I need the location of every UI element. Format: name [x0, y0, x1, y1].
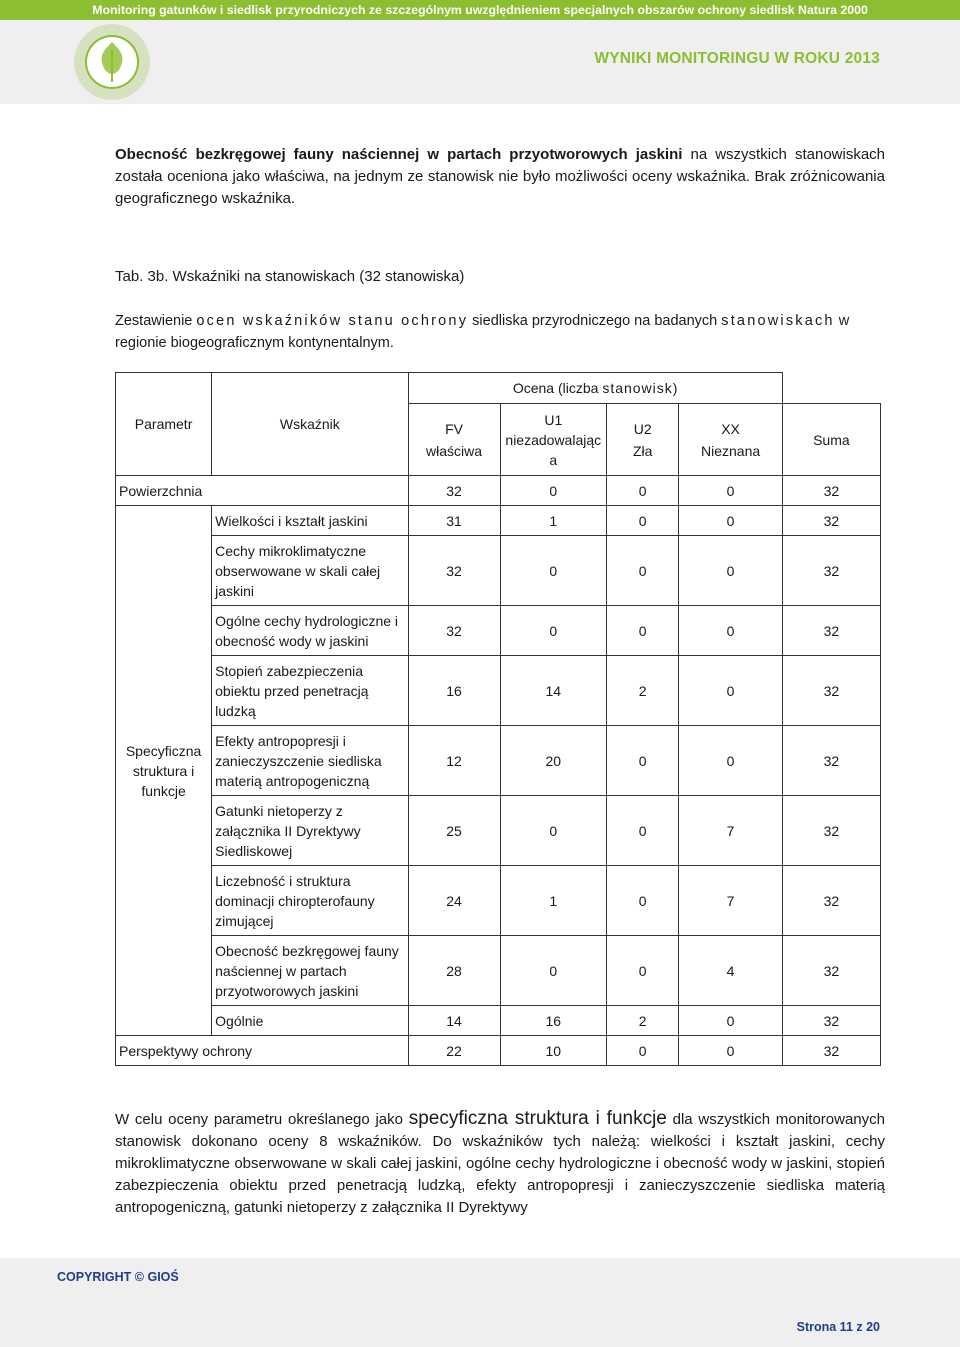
- indicator-name: Ogólne cechy hydrologiczne i obecność wody w jaskini: [212, 606, 408, 656]
- row-label-ogolnie: Ogólnie: [212, 1006, 408, 1036]
- cell-fv: 31: [408, 506, 500, 536]
- cell-u2: 0: [607, 726, 679, 796]
- header-group-part: Ocena (liczba: [512, 380, 603, 396]
- indicator-name: Obecność bezkręgowej fauny naściennej w partach przyotworowych jaskini: [212, 936, 408, 1006]
- cell-xx: 0: [679, 1006, 782, 1036]
- cell-u2: 0: [607, 1036, 679, 1066]
- cell-fv: 22: [408, 1036, 500, 1066]
- header-u2: [607, 404, 679, 476]
- cell-u1: 0: [500, 476, 606, 506]
- cell-fv: 32: [408, 536, 500, 606]
- subcaption-spaced: ocen wskaźników stanu ochrony: [196, 313, 469, 329]
- cell-u1: 1: [500, 506, 606, 536]
- header-fv-label: właściwa: [426, 442, 483, 459]
- header-suma: [782, 404, 880, 476]
- cell-fv: 12: [408, 726, 500, 796]
- inspection-seal-icon: [68, 20, 156, 104]
- table-header-row: [116, 373, 881, 404]
- cell-sum: 32: [782, 866, 880, 936]
- cell-fv: 28: [408, 936, 500, 1006]
- subcaption-part: w regionie biogeograficznym kontynentalnym.: [115, 313, 850, 351]
- header-xx: [679, 404, 782, 476]
- cell-u2: 0: [607, 866, 679, 936]
- header-banner: Monitoring gatunków i siedlisk przyrodniczych ze szczególnym uwzględnieniem specjalnych obszarów ochrony siedlisk Natura 2000: [0, 0, 960, 20]
- cell-xx: 0: [679, 656, 782, 726]
- header-ocena-group: [408, 373, 782, 404]
- header-u2-label: Zła: [632, 442, 653, 459]
- cell-u2: 2: [607, 1006, 679, 1036]
- cell-xx: 0: [679, 606, 782, 656]
- table-subcaption: [115, 310, 885, 354]
- cell-u2: 2: [607, 656, 679, 726]
- cell-u1: 16: [500, 1006, 606, 1036]
- closing-term: specyficzna struktura i funkcje: [408, 1108, 667, 1129]
- subcaption-part: siedliska przyrodniczego na badanych: [468, 313, 722, 329]
- row-label-perspektywy: Perspektywy ochrony: [116, 1036, 409, 1066]
- header-u2-code: U2: [633, 420, 652, 437]
- closing-part: dla wszystkich monitorowanych stanowisk dokonano oceny 8 wskaźników. Do wskaźników tych należą: wielkości i kształt jaskini, cechy mikroklimatyczne obserwowane w skali całej jaskini, ogólne cechy hydrologiczne i obecność wody w jaskini, stopień zabezpieczenia obiektu przed penetracją ludzką, efekty antropopresji i zanieczyszczenie siedliska materią antropogeniczną, gatunki nietoperzy z załącznika II Dyrektywy: [115, 1111, 885, 1216]
- header-xx-label: Nieznana: [700, 442, 761, 459]
- results-title: WYNIKI MONITORINGU W ROKU 2013: [594, 50, 880, 67]
- cell-u1: 0: [500, 536, 606, 606]
- cell-u2: 0: [607, 506, 679, 536]
- header-parametr: [116, 373, 212, 476]
- table-row: [116, 936, 881, 1006]
- table-row: [116, 866, 881, 936]
- indicator-name: Liczebność i struktura dominacji chiropterofauny zimującej: [212, 866, 408, 936]
- cell-fv: 32: [408, 606, 500, 656]
- cell-fv: 14: [408, 1006, 500, 1036]
- indicator-name: Cechy mikroklimatyczne obserwowane w skali całej jaskini: [212, 536, 408, 606]
- header-fv-code: FV: [445, 420, 463, 437]
- table-row: [116, 536, 881, 606]
- cell-fv: 24: [408, 866, 500, 936]
- cell-u2: 0: [607, 476, 679, 506]
- table-row-ogolnie: [116, 1006, 881, 1036]
- table-caption: Tab. 3b. Wskaźniki na stanowiskach (32 stanowiska): [115, 268, 465, 285]
- cell-u1: 14: [500, 656, 606, 726]
- intro-rest: na wszystkich stanowiskach została oceniona jako właściwa, na jednym ze stanowisk nie było możliwości oceny wskaźnika. Brak zróżnicowania geograficznego wskaźnika.: [115, 146, 886, 207]
- table-row: [116, 656, 881, 726]
- cell-xx: 0: [679, 476, 782, 506]
- cell-sum: 32: [782, 476, 880, 506]
- cell-u2: 0: [607, 606, 679, 656]
- header-u1: [500, 404, 606, 476]
- page-number: Strona 11 z 20: [796, 1320, 880, 1334]
- table-row: [116, 726, 881, 796]
- subcaption-spaced: stanowiskach: [721, 313, 835, 329]
- cell-xx: 7: [679, 866, 782, 936]
- header-fv: [408, 404, 500, 476]
- header-group-part: ): [672, 380, 678, 396]
- indicator-name: Wielkości i kształt jaskini: [212, 506, 408, 536]
- copyright: COPYRIGHT © GIOŚ: [57, 1270, 179, 1284]
- cell-xx: 4: [679, 936, 782, 1006]
- closing-paragraph: [115, 1108, 885, 1219]
- cell-xx: 0: [679, 726, 782, 796]
- cell-fv: 32: [408, 476, 500, 506]
- intro-paragraph: [115, 144, 885, 210]
- cell-xx: 0: [679, 506, 782, 536]
- header-empty: [782, 373, 880, 404]
- table-row: [116, 796, 881, 866]
- cell-sum: 32: [782, 796, 880, 866]
- cell-fv: 16: [408, 656, 500, 726]
- header-parametr-label: Parametr: [134, 416, 193, 432]
- header-suma-label: Suma: [813, 431, 850, 448]
- header-wskaznik-label: Wskaźnik: [279, 416, 340, 432]
- indicator-name: Efekty antropopresji i zanieczyszczenie siedliska materią antropogeniczną: [212, 726, 408, 796]
- cell-sum: 32: [782, 606, 880, 656]
- subcaption-part: Zestawienie: [115, 313, 197, 329]
- table-row-powierzchnia: [116, 476, 881, 506]
- indicator-name: Gatunki nietoperzy z załącznika II Dyrektywy Siedliskowej: [212, 796, 408, 866]
- header-u1-code: U1: [544, 411, 563, 428]
- header-xx-code: XX: [721, 420, 740, 437]
- cell-xx: 0: [679, 536, 782, 606]
- row-label-powierzchnia: Powierzchnia: [116, 476, 409, 506]
- table-row: [116, 506, 881, 536]
- cell-fv: 25: [408, 796, 500, 866]
- cell-u2: 0: [607, 936, 679, 1006]
- header-u1-label: niezadowalająca: [505, 431, 602, 468]
- row-label-specyficzna: Specyficzna struktura i funkcje: [116, 506, 212, 1036]
- cell-sum: 32: [782, 536, 880, 606]
- closing-part: W celu oceny parametru określanego jako: [115, 1111, 409, 1128]
- cell-u2: 0: [607, 796, 679, 866]
- intro-bold: Obecność bezkręgowej fauny naściennej w partach przyotworowych jaskini: [115, 146, 683, 163]
- cell-u1: 0: [500, 606, 606, 656]
- cell-xx: 7: [679, 796, 782, 866]
- indicators-table: [115, 372, 881, 1066]
- cell-sum: 32: [782, 726, 880, 796]
- table-row: [116, 606, 881, 656]
- cell-sum: 32: [782, 656, 880, 726]
- cell-u1: 20: [500, 726, 606, 796]
- cell-u1: 0: [500, 796, 606, 866]
- cell-u1: 0: [500, 936, 606, 1006]
- cell-sum: 32: [782, 1036, 880, 1066]
- header-group-spaced: stanowisk: [602, 380, 673, 396]
- cell-u1: 1: [500, 866, 606, 936]
- cell-sum: 32: [782, 936, 880, 1006]
- indicator-name: Stopień zabezpieczenia obiektu przed penetracją ludzką: [212, 656, 408, 726]
- cell-u2: 0: [607, 536, 679, 606]
- table-row-perspektywy: [116, 1036, 881, 1066]
- cell-sum: 32: [782, 506, 880, 536]
- cell-sum: 32: [782, 1006, 880, 1036]
- cell-u1: 10: [500, 1036, 606, 1066]
- cell-xx: 0: [679, 1036, 782, 1066]
- header-wskaznik: [212, 373, 408, 476]
